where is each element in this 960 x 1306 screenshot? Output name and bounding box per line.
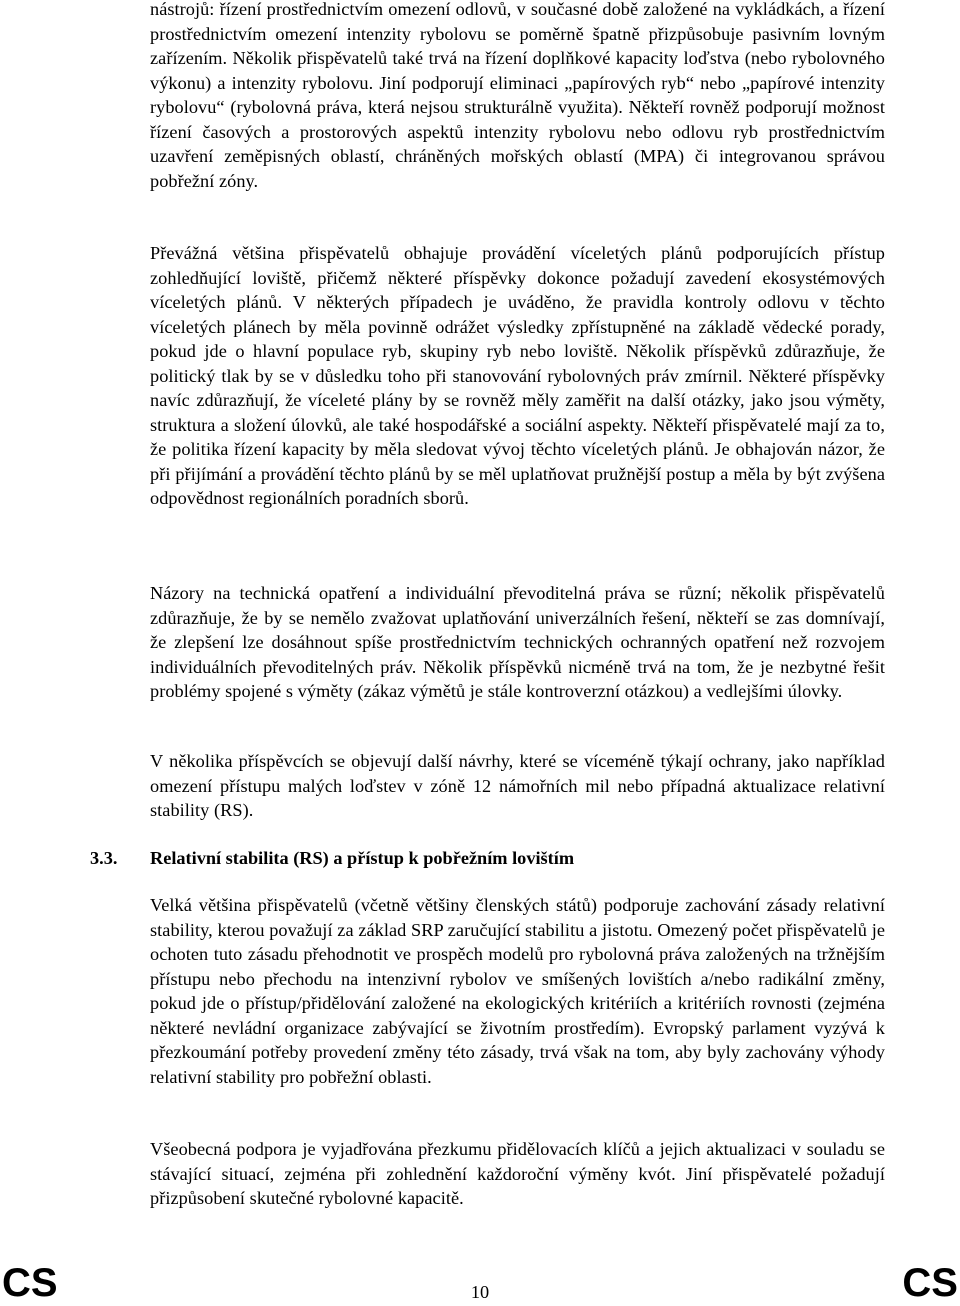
paragraph-allocation-keys: Všeobecná podpora je vyjadřována přezkumu přidělovacích klíčů a jejich aktualizaci v souladu se stávající situací, zejména při zohlednění každoroční výměny kvót. Jiní přispěvatelé požadují přizpůsobení skutečné rybolovné kapacitě.: [150, 1139, 885, 1208]
page-number: 10: [470, 1282, 490, 1302]
paragraph-technical-measures: Názory na technická opatření a individuální převoditelná práva se různí; několik přispěvatelů zdůrazňuje, že by se nemělo zvažovat uplatňování univerzálních řešení, někteří se zas domnívají, že zlepšení lze dosáhnout spíše prostřednictvím technických ochranných opatření než rozvojem individuálních převoditelných práv. Několik příspěvků nicméně trvá na tom, že je nezbytné řešit problémy spojené s výměty (zákaz výmětů je stále kontroverzní otázkou) a vedlejšími úlovky.: [150, 583, 885, 701]
paragraph-other-proposals: V několika příspěvcích se objevují další návrhy, které se víceméně týkají ochrany, jako například omezení přístupu malých loďstev v zóně 12 námořních mil nebo případná aktualizace relativní stability (RS).: [150, 751, 885, 820]
footer-language-code-left: CS: [2, 1261, 58, 1305]
section-title: Relativní stabilita (RS) a přístup k pobřežním lovištím: [150, 848, 575, 868]
paragraph-multiannual-plans: Převážná většina přispěvatelů obhajuje provádění víceletých plánů podporujících přístup zohledňující loviště, přičemž některé příspěvky dokonce požadují zavedení ekosystémových víceletých plánů. V některých případech je uváděno, že pravidla kontroly odlovu v těchto víceletých plánech by měla povinně odrážet výsledky zpřístupněné na základě vědecké porady, pokud jde o hlavní populace ryb, skupiny ryb nebo loviště. Několik příspěvků zdůrazňuje, že politický tlak by se v důsledku toho při stanovování rybolovných práv zmírnil. Některé příspěvky navíc zdůrazňují, že víceleté plány by se rovněž měly zaměřit na další otázky, jako jsou výměty, struktura a složení úlovků, ale také hospodářské a sociální aspekty. Někteří přispěvatelé mají za to, že politika řízení kapacity by měla sledovat vývoj těchto víceletých plánů. Je obhajován názor, že při přijímání a provádění těchto plánů by se měl uplatňovat pružnější postup a měla by být zvýšena odpovědnost regionálních poradních sborů.: [150, 243, 885, 508]
section-number: 3.3.: [90, 848, 118, 868]
footer-language-code-right: CS: [902, 1261, 958, 1305]
paragraph-fishing-effort-tools: nástrojů: řízení prostřednictvím omezení odlovů, v současné době založené na vykládkách, a řízení prostřednictvím omezení intenzity rybolovu se poměrně špatně přizpůsobuje pasivním lovným zařízením. Několik přispěvatelů také trvá na řízení doplňkové kapacity loďstva (nebo rybolovného výkonu) a intenzity rybolovu. Jiní podporují eliminaci „papírových ryb“ nebo „papírové intenzity rybolovu“ (rybolovná práva, která nejsou strukturálně využita). Někteří rovněž podporují možnost řízení časových a prostorových aspektů intenzity rybolovu nebo odlovu ryb prostřednictvím uzavření zeměpisných oblastí, chráněných mořských oblastí (MPA) či integrovanou správou pobřežní zóny.: [150, 0, 885, 191]
paragraph-relative-stability: Velká většina přispěvatelů (včetně většiny členských států) podporuje zachování zásady relativní stability, kterou považují za základ SRP zaručující stabilitu a jistotu. Omezený počet přispěvatelů je ochoten tuto zásadu přehodnotit ve prospěch modelů pro rybolovná práva založených na tržnějším přístupu nebo přechodu na intenzivní rybolov ve smíšených lovištích a/nebo radikální změny, pokud jde o přístup/přidělování založené na ekologických kritériích a kritériích rovnosti (zejména některé nevládní organizace zabývající se životním prostředím). Evropský parlament vyzývá k přezkoumání potřeby provedení změny této zásady, trvá však na tom, aby byly zachovány výhody relativní stability pro pobřežní oblasti.: [150, 895, 885, 1087]
